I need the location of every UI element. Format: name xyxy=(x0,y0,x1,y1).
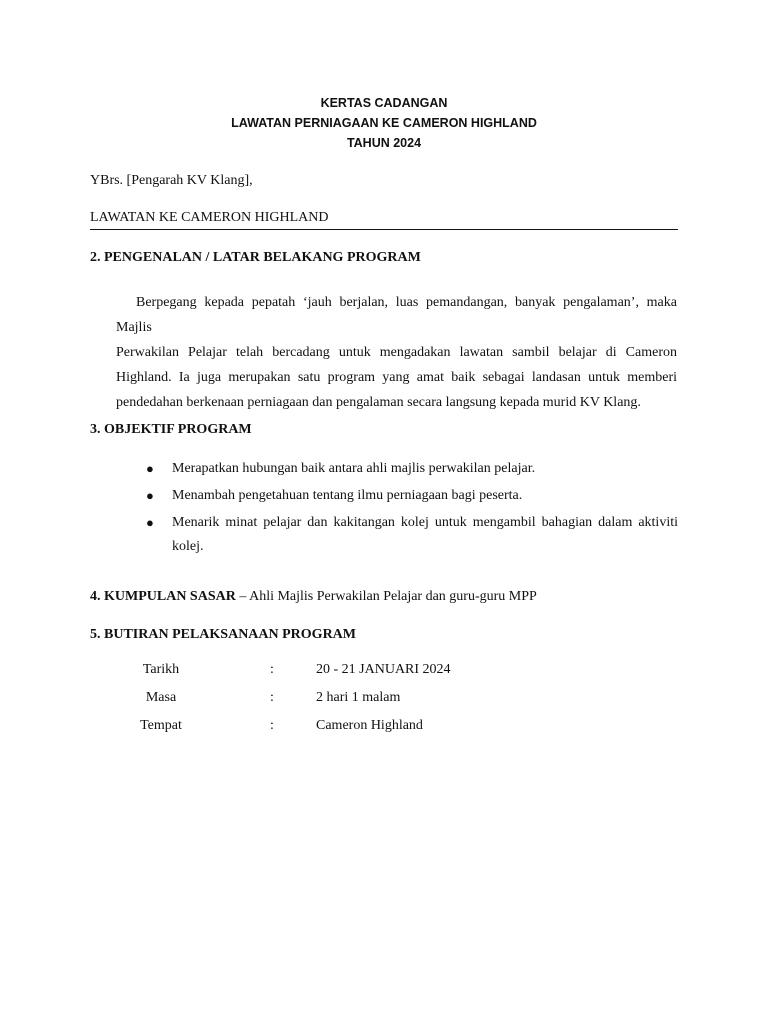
detail-value: Cameron Highland xyxy=(316,718,423,733)
section-2-paragraph xyxy=(116,290,677,415)
section-4 xyxy=(90,589,537,605)
bullet-icon: ● xyxy=(146,461,154,476)
detail-value: 20 - 21 JANUARI 2024 xyxy=(316,662,451,677)
salutation: YBrs. [Pengarah KV Klang], xyxy=(90,173,253,188)
detail-label: Tempat xyxy=(140,718,182,733)
document-title xyxy=(0,93,768,153)
list-item-text: Merapatkan hubungan baik antara ahli majlis perwakilan pelajar. xyxy=(172,461,536,476)
bullet-icon: ● xyxy=(146,488,154,503)
section-2-heading: 2. PENGENALAN / LATAR BELAKANG PROGRAM xyxy=(90,250,421,265)
title-line-3: TAHUN 2024 xyxy=(346,136,422,150)
list-item xyxy=(116,511,678,559)
subject-line: LAWATAN KE CAMERON HIGHLAND xyxy=(90,210,678,230)
detail-value: 2 hari 1 malam xyxy=(316,690,401,705)
program-details xyxy=(130,662,650,746)
list-item xyxy=(116,457,678,481)
section-3-heading: 3. OBJEKTIF PROGRAM xyxy=(90,422,252,437)
objectives-list xyxy=(116,457,678,562)
title-line-1: KERTAS CADANGAN xyxy=(320,96,448,110)
paragraph-body: Perwakilan Pelajar telah bercadang untuk mengadakan lawatan sambil belajar di Cameron Highland. Ia juga merupakan satu program yang amat baik sebagai landasan untuk memberi pendedahan berkenaan perniagaan dan pengalaman secara langsung kepada murid KV Klang. xyxy=(116,345,677,410)
section-5-heading: 5. BUTIRAN PELAKSANAAN PROGRAM xyxy=(90,627,357,642)
section-4-separator: – xyxy=(235,589,250,604)
list-item-text: Menambah pengetahuan tentang ilmu perniagaan bagi peserta. xyxy=(172,488,523,503)
bullet-icon: ● xyxy=(146,515,154,530)
detail-row-venue xyxy=(130,718,650,746)
detail-row-date xyxy=(130,662,650,690)
section-4-text: Ahli Majlis Perwakilan Pelajar dan guru-guru MPP xyxy=(249,589,537,604)
section-4-heading: 4. KUMPULAN SASAR xyxy=(90,589,236,604)
detail-label: Masa xyxy=(145,690,177,705)
list-item-text: Menarik minat pelajar dan kakitangan kolej untuk mengambil bahagian dalam aktiviti kolej. xyxy=(172,515,678,554)
paragraph-first-line: Berpegang kepada pepatah ‘jauh berjalan, luas pemandangan, banyak pengalaman’, maka Majlis xyxy=(116,295,677,335)
title-line-2: LAWATAN PERNIAGAAN KE CAMERON HIGHLAND xyxy=(231,116,537,130)
list-item xyxy=(116,484,678,508)
detail-colon: : xyxy=(270,718,274,733)
detail-colon: : xyxy=(270,690,274,705)
detail-label: Tarikh xyxy=(142,662,180,677)
detail-row-duration xyxy=(130,690,650,718)
detail-colon: : xyxy=(270,662,274,677)
